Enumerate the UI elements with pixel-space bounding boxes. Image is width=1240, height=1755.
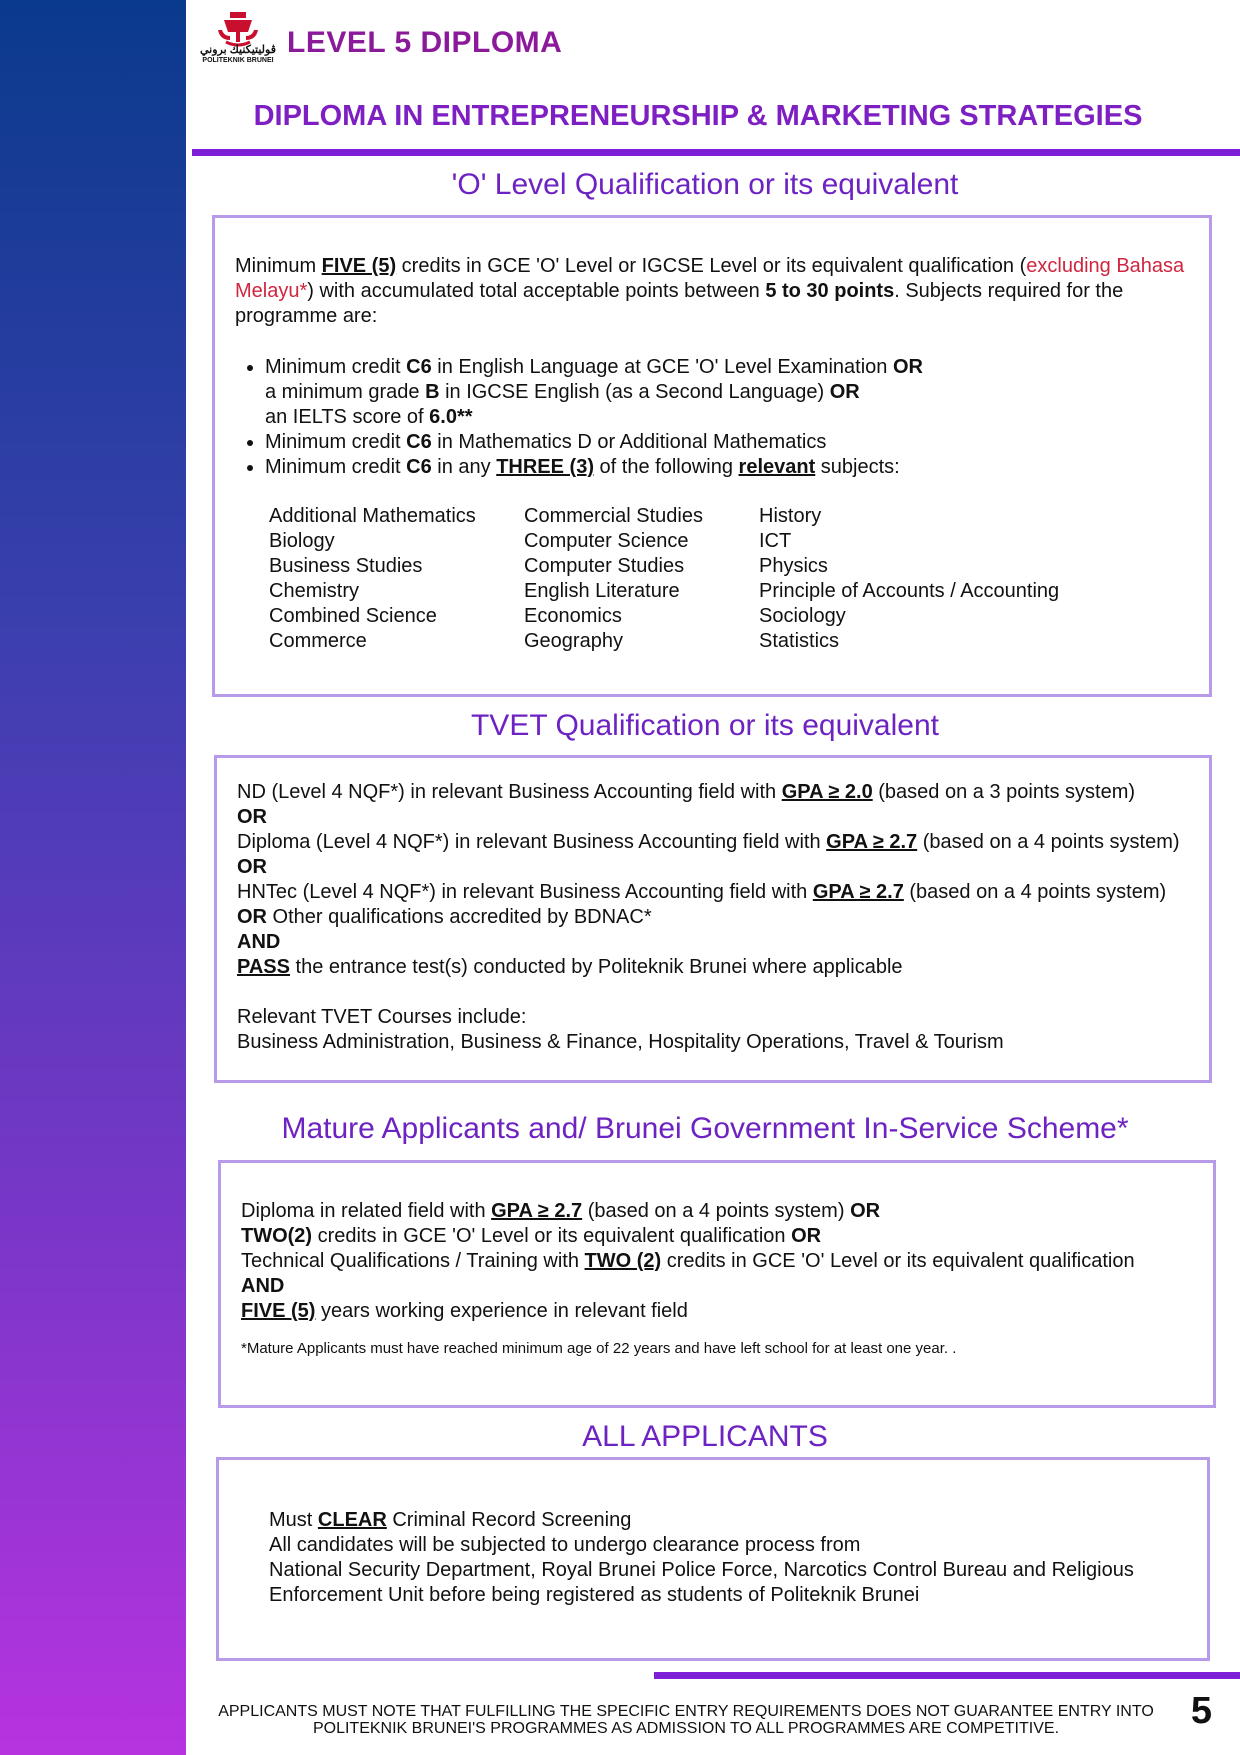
requirement-maths: • Minimum credit C6 in Mathematics D or Additional Mathematics: [265, 430, 1193, 455]
subject-item: Combined Science: [269, 605, 437, 627]
tvet-courses: Business Administration, Business & Finance, Hospitality Operations, Travel & Tourism: [237, 1031, 1004, 1053]
tvet-heading: TVET Qualification or its equivalent: [470, 709, 939, 742]
subjects-grid: [269, 504, 1193, 654]
subject-item: Geography: [524, 630, 623, 652]
all-clear-line: Must CLEAR Criminal Record Screening: [269, 1509, 632, 1531]
tvet-nd-line: ND (Level 4 NQF*) in relevant Business Accounting field with GPA ≥ 2.0 (based on a 3 points system): [237, 781, 1136, 803]
level-title: LEVEL 5 DIPLOMA: [287, 26, 563, 59]
subject-item: Physics: [759, 555, 828, 577]
subject-item: Economics: [524, 605, 622, 627]
footer-note: [206, 1703, 1166, 1737]
logo-latin-text: POLITEKNIK BRUNEI: [202, 57, 274, 64]
subject-item: History: [759, 505, 822, 527]
footer-line-2: POLITEKNIK BRUNEI'S PROGRAMMES AS ADMISSION TO ALL PROGRAMMES ARE COMPETITIVE.: [312, 1720, 1060, 1737]
requirement-english: • Minimum credit C6 in English Language at GCE 'O' Level Examination OR a minimum grade B in IGCSE English (as a Second Language) OR an IELTS score of 6.0**: [265, 355, 1193, 430]
subject-item: Additional Mathematics: [269, 505, 476, 527]
mature-and: AND: [241, 1275, 285, 1297]
tvet-other-line: OR Other qualifications accredited by BDNAC*: [237, 906, 652, 928]
subject-item: Computer Science: [524, 530, 689, 552]
subject-item: English Literature: [524, 580, 680, 602]
subject-item: Principle of Accounts / Accounting: [759, 580, 1060, 602]
subjects-column-2: [524, 504, 759, 654]
subject-item: Biology: [269, 530, 335, 552]
tvet-diploma-line: Diploma (Level 4 NQF*) in relevant Business Accounting field with GPA ≥ 2.7 (based on a 4 points system) OR: [237, 831, 1180, 878]
subject-item: Chemistry: [269, 580, 360, 602]
subjects-column-3: [759, 504, 1079, 654]
tvet-box: [214, 755, 1212, 1083]
all-clearance-line: All candidates will be subjected to undergo clearance process from: [269, 1534, 861, 1556]
tvet-hntec-line: HNTec (Level 4 NQF*) in relevant Business Accounting field with GPA ≥ 2.7 (based on a 4 points system): [237, 881, 1167, 903]
tvet-and: AND: [237, 931, 281, 953]
all-departments-line: National Security Department, Royal Brunei Police Force, Narcotics Control Bureau and Religious: [269, 1559, 1134, 1581]
subject-item: Statistics: [759, 630, 840, 652]
subject-item: ICT: [759, 530, 792, 552]
mature-footnote: *Mature Applicants must have reached minimum age of 22 years and have left school for at least one year. .: [241, 1340, 957, 1357]
subject-item: Computer Studies: [524, 555, 685, 577]
mature-two-credits-line: TWO(2) credits in GCE 'O' Level or its equivalent qualification OR: [241, 1225, 822, 1247]
subject-item: Commerce: [269, 630, 367, 652]
all-enforcement-line: Enforcement Unit before being registered as students of Politeknik Brunei: [269, 1584, 920, 1606]
o-level-intro: Minimum FIVE (5) credits in GCE 'O' Level or IGCSE Level or its equivalent qualification (excluding Bahasa Melayu*) with accumulated total acceptable points between 5 to 30 points. Subjects required for the programme are:: [235, 255, 1185, 327]
footer-line-1: APPLICANTS MUST NOTE THAT FULFILLING THE SPECIFIC ENTRY REQUIREMENTS DOES NOT GUARANTEE ENTRY INTO: [218, 1703, 1154, 1720]
tvet-pass-line: PASS the entrance test(s) conducted by Politeknik Brunei where applicable: [237, 956, 903, 978]
subject-item: Sociology: [759, 605, 846, 627]
requirement-three-subjects: • Minimum credit C6 in any THREE (3) of the following relevant subjects:: [265, 455, 1193, 480]
tvet-or: OR: [237, 806, 267, 828]
page-number: 5: [1190, 1690, 1212, 1732]
o-level-box: [212, 215, 1212, 697]
tvet-courses-label: Relevant TVET Courses include:: [237, 1006, 527, 1028]
subjects-column-1: [269, 504, 524, 654]
header-divider: [192, 149, 1240, 156]
mature-diploma-line: Diploma in related field with GPA ≥ 2.7 (based on a 4 points system) OR: [241, 1200, 881, 1222]
side-gradient-bar: [0, 0, 186, 1755]
all-applicants-heading: ALL APPLICANTS: [582, 1420, 828, 1453]
logo-arabic-text: ڤوليتيكنيك بروني: [200, 44, 276, 56]
politeknik-brunei-logo: [196, 10, 280, 68]
mature-box: [218, 1160, 1216, 1408]
subject-item: Business Studies: [269, 555, 423, 577]
footer-divider: [654, 1672, 1240, 1679]
subject-item: Commercial Studies: [524, 505, 703, 527]
o-level-heading: 'O' Level Qualification or its equivalent: [451, 168, 959, 201]
mature-experience-line: FIVE (5) years working experience in relevant field: [241, 1300, 688, 1322]
mature-technical-line: Technical Qualifications / Training with TWO (2) credits in GCE 'O' Level or its equivalent qualification: [241, 1250, 1135, 1272]
programme-title: DIPLOMA IN ENTREPRENEURSHIP & MARKETING STRATEGIES: [253, 100, 1143, 132]
o-level-requirements: [235, 355, 1193, 480]
all-applicants-box: [216, 1457, 1210, 1661]
mature-heading: Mature Applicants and/ Brunei Government In-Service Scheme*: [281, 1112, 1129, 1145]
